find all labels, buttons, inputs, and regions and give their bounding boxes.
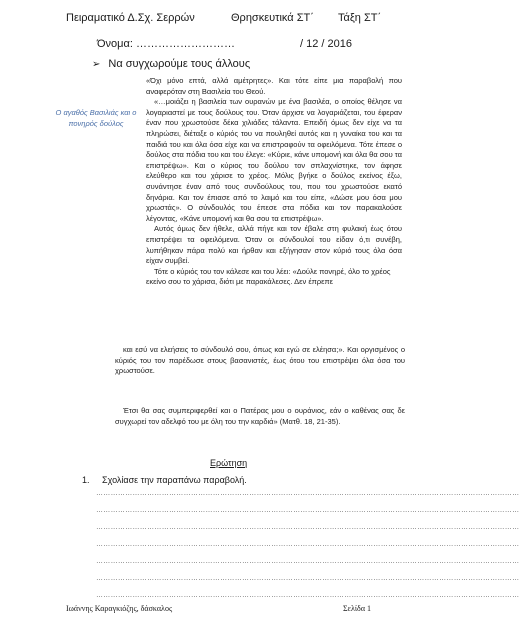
answer-line[interactable]: ………………………………………………………………………………………………………………………………………………………… [96,592,519,599]
section-title: Να συγχωρούμε τους άλλους [108,58,251,70]
answer-line[interactable]: ………………………………………………………………………………………………………………………………………………………… [96,575,519,582]
question-heading: Ερώτηση [210,458,248,468]
question-item [82,475,247,485]
answer-line[interactable]: ………………………………………………………………………………………………………………………………………………………… [96,524,519,531]
subject-name: Θρησκευτικά ΣΤ΄ [231,12,314,24]
answer-line[interactable]: ………………………………………………………………………………………………………………………………………………………… [96,558,519,565]
parable-paragraph-2: Αυτός όμως δεν ήθελε, αλλά πήγε και τον έβαλε στη φυλακή έως ότου επιστρέψει τα οφειλόμενα. Όταν οι σύνδουλοί του είδαν ό,τι συνέβη, λυπήθηκαν πάρα πολύ και ήρθαν και εξήγησαν στον κύριό τους όλα όσα είχαν συμβεί. [146,224,402,266]
arrow-bullet-icon: ➢ [92,58,101,70]
parable-paragraph-1: «…μοιάζει η βασιλεία των ουρανών με ένα βασιλέα, ο οποίος θέλησε να λογαριαστεί με τους δούλους του. Όταν άρχισε να λογαριάζεται, του έφεραν έναν που χρωστούσε δέκα χιλιάδες τάλαντα. Επειδή όμως δεν είχε να τα πληρώσει, διέταξε ο κύριός του να πουληθεί αυτός και η γυναίκα του και τα παιδιά του και όλα όσα είχε και να επιστραφούν τα οφειλόμενα. Τότε έπεσε ο δούλος στα πόδια του και του έλεγε: «Κύριε, κάνε υπομονή και όλα θα σου τα επιστρέψω». Και ο κύριος του δούλου τον σπλαχνίστηκε, τον άφησε ελεύθερο και του χάρισε το χρέος. Μόλις βγήκε ο δούλος εκείνος έξω, συνάντησε έναν από τους συνδούλους του, που του χρωστούσε εκατό δηνάρια. Και τον έπιασε από το λαιμό και του είπε, «Δώσε μου όσα μου χρωστάς». Ο σύνδουλός του έπεσε στα πόδια και τον παρακαλούσε λέγοντας, «Κάνε υπομονή και θα σου τα επιστρέψω». [146,97,402,223]
parable-conclusion [115,406,405,427]
answer-line[interactable]: ………………………………………………………………………………………………………………………………………………………… [96,507,519,514]
class-name: Τάξη ΣΤ΄ [338,12,382,24]
question-number: 1. [82,475,90,485]
parable-text-block [146,76,402,288]
answer-line[interactable]: ………………………………………………………………………………………………………………………………………………………… [96,490,519,497]
section-heading [92,58,250,70]
footer-page-number: Σελίδα 1 [343,604,372,613]
name-field: Όνομα: ……………………… [97,38,235,50]
date-field: / 12 / 2016 [300,38,352,50]
parable-paragraph-4: και εσύ να ελεήσεις το σύνδουλό σου, όπως και εγώ σε ελέησα;». Και οργισμένος ο κύριός του τον παρέδωσε στους βασανιστές, έως ότου του επιστρέψει όλα όσα του χρωστούσε. [115,345,405,376]
school-name: Πειραματικό Δ.Σχ. Σερρών [66,12,195,24]
parable-intro: «Όχι μόνο επτά, αλλά αμέτρητες». Και τότε είπε μια παραβολή που αναφερόταν στη Βασιλεία του Θεού. [146,76,402,96]
parable-text-continued [115,345,405,377]
side-note: Ο αγαθός Βασιλιάς και ο πονηρός δούλος [55,108,137,128]
parable-paragraph-5: Έτσι θα σας συμπεριφερθεί και ο Πατέρας μου ο ουράνιος, εάν ο καθένας σας δε συγχωρεί τον αδελφό του με όλη του την καρδιά» (Ματθ. 18, 21-35). [115,406,405,426]
footer-author: Ιωάννης Καραγκιόζης, δάσκαλος [66,604,173,613]
parable-paragraph-3: Τότε ο κύριός του τον κάλεσε και του λέει: «Δούλε πονηρέ, όλο το χρέος εκείνο σου το χάρισα, διότι με παρακάλεσες. Δεν έπρεπε [146,266,391,287]
answer-line[interactable]: ………………………………………………………………………………………………………………………………………………………… [96,541,519,548]
question-text: Σχολίασε την παραπάνω παραβολή. [102,475,247,485]
